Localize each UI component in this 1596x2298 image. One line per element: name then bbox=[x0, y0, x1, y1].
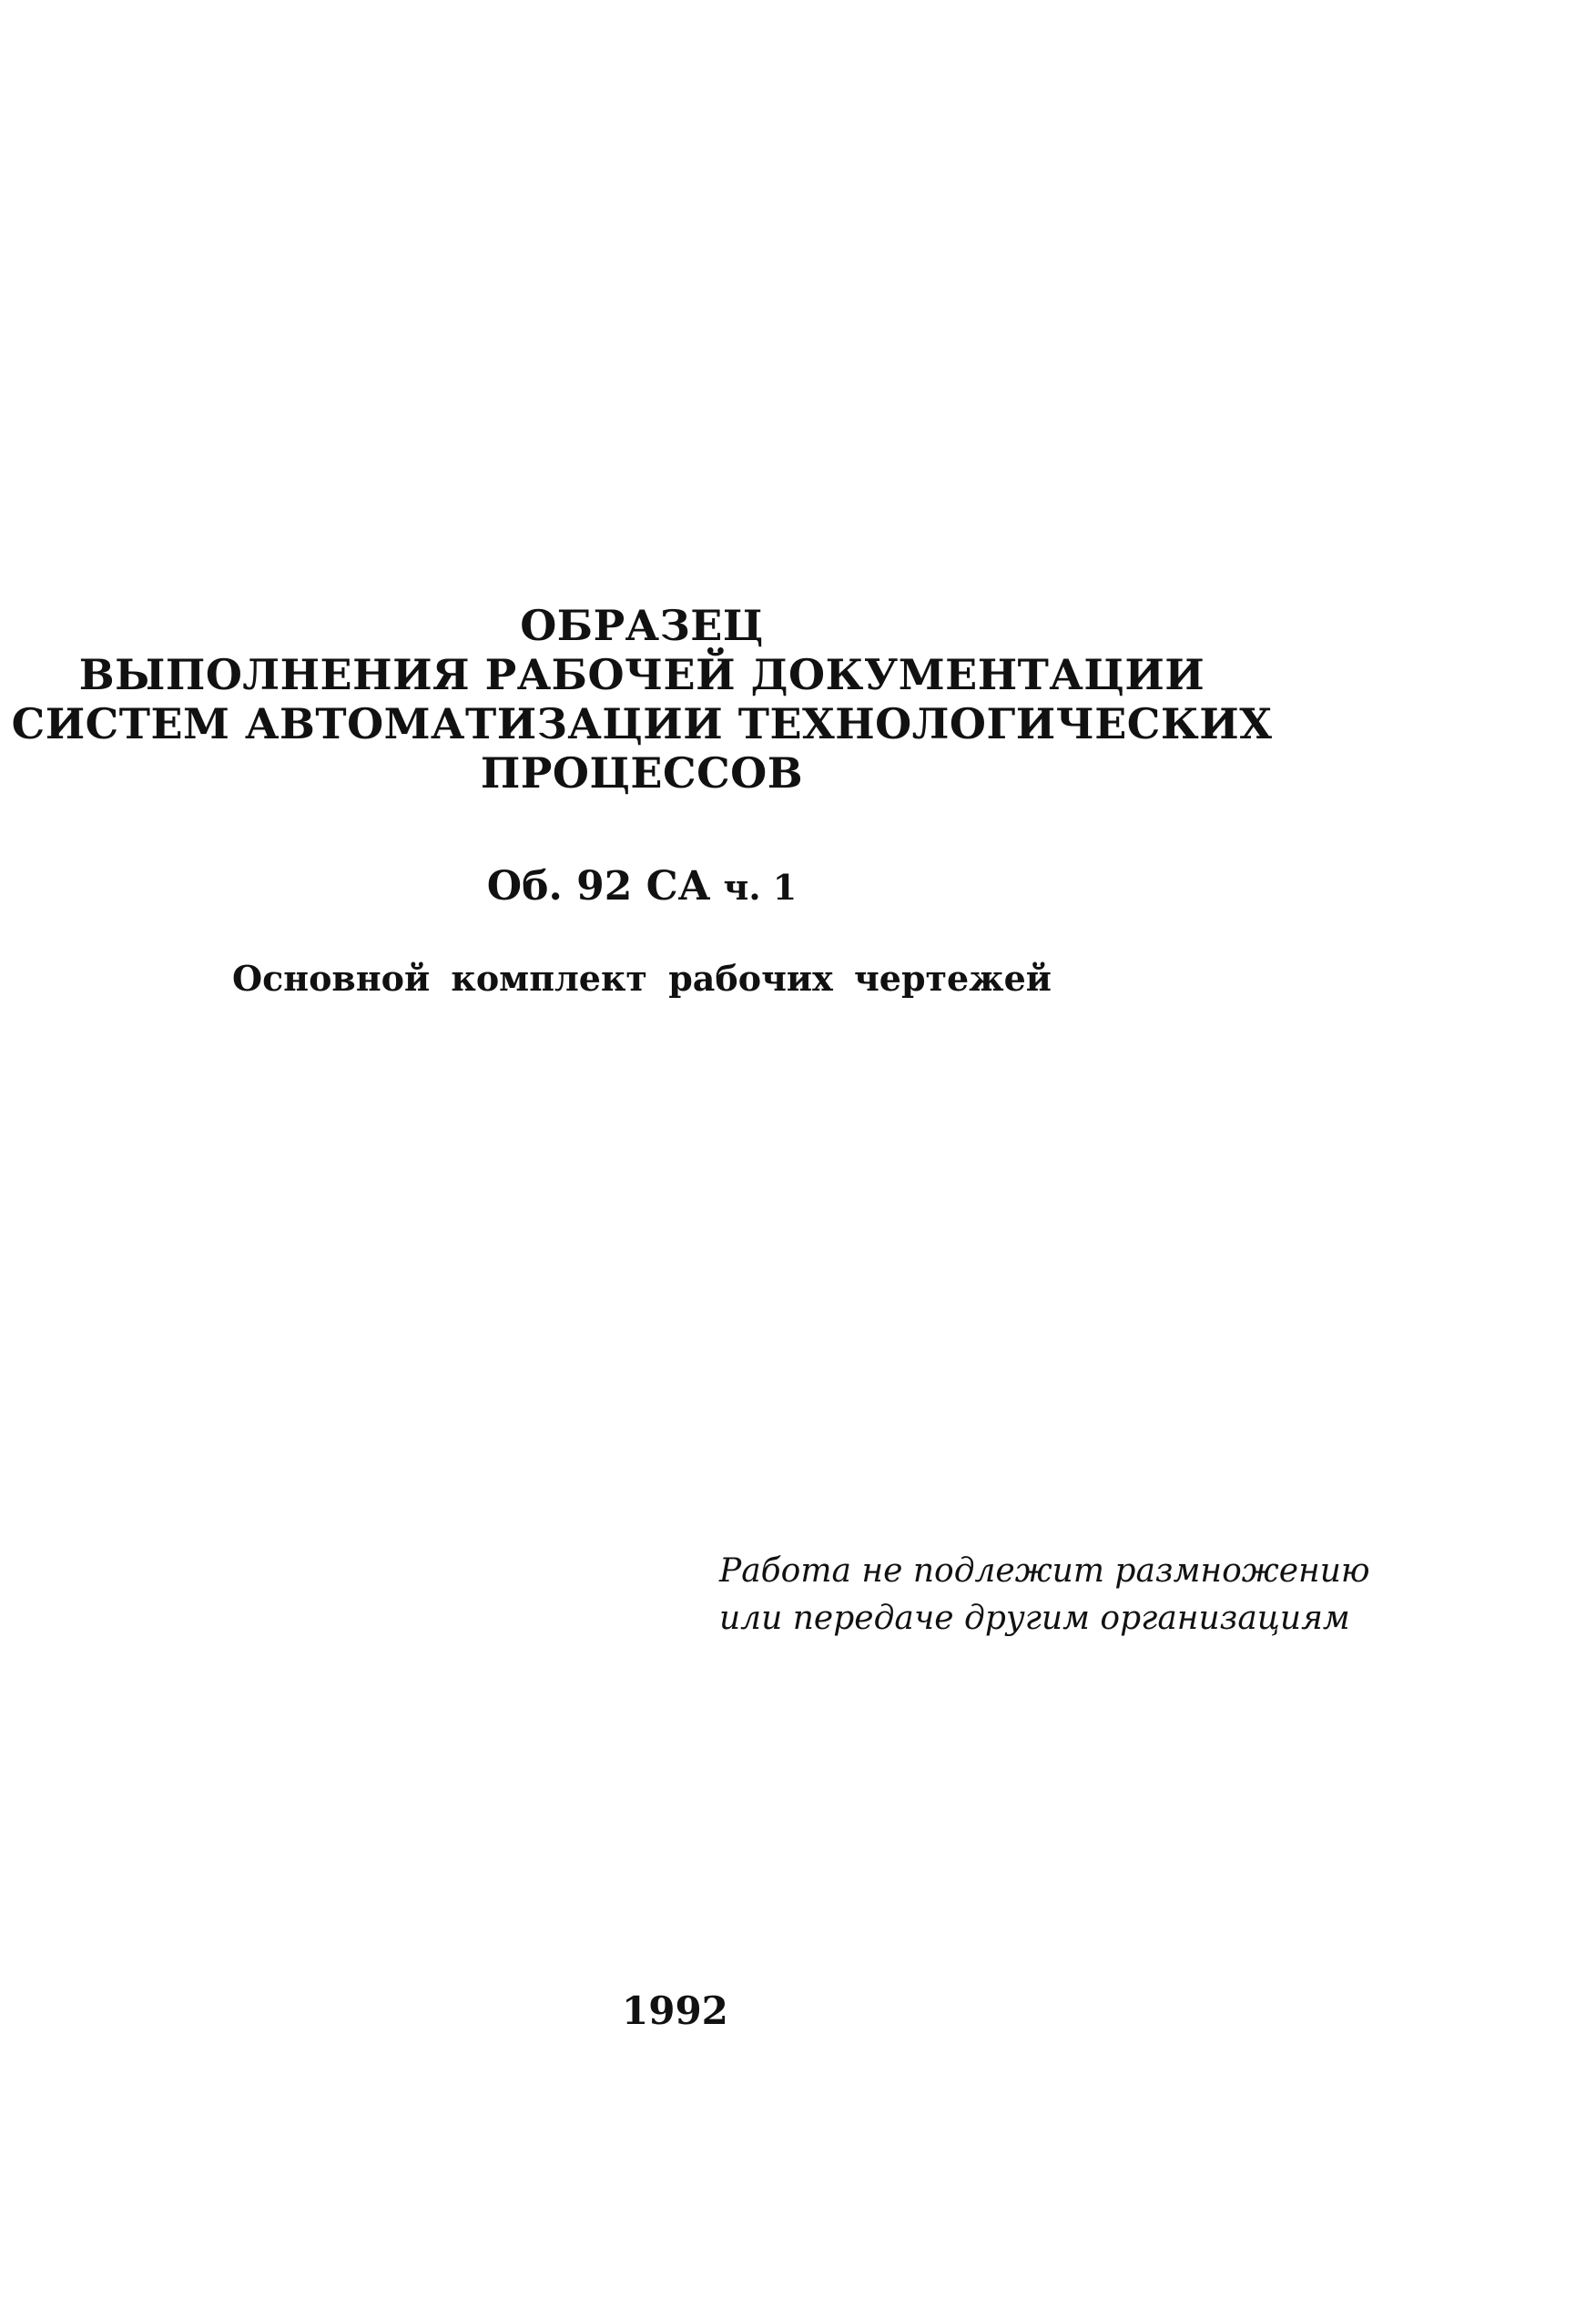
document-code-number: Об. 92 СА bbox=[486, 863, 711, 910]
document-code bbox=[0, 863, 1284, 910]
title-line-4: ПРОЦЕССОВ bbox=[480, 748, 804, 798]
document-subtitle: Основной комплект рабочих чертежей bbox=[232, 958, 1052, 999]
restriction-line-1: Работа не подлежит размножению bbox=[719, 1552, 1370, 1590]
document-part: ч. 1 bbox=[723, 867, 798, 908]
title-line-1: ОБРАЗЕЦ bbox=[520, 601, 764, 650]
document-title bbox=[0, 601, 1284, 798]
restriction-notice bbox=[719, 1548, 1370, 1642]
title-line-2: ВЫПОЛНЕНИЯ РАБОЧЕЙ ДОКУМЕНТАЦИИ bbox=[78, 650, 1205, 699]
restriction-line-2: или передаче другим организациям bbox=[719, 1600, 1350, 1637]
publication-year: 1992 bbox=[622, 1988, 728, 2033]
title-line-3: СИСТЕМ АВТОМАТИЗАЦИИ ТЕХНОЛОГИЧЕСКИХ bbox=[11, 699, 1273, 748]
